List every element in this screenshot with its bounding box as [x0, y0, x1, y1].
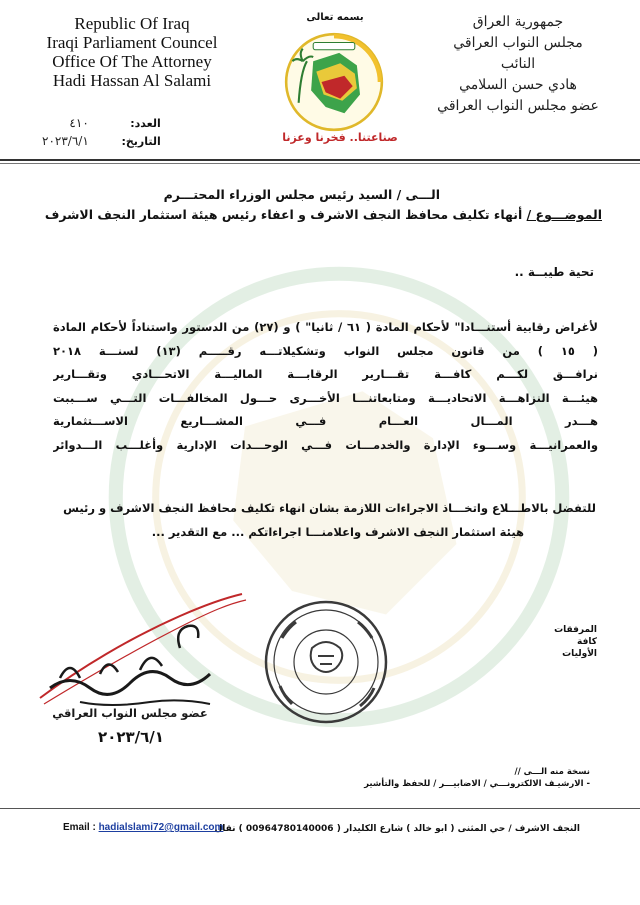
parliament-logo [282, 30, 386, 134]
attachments-value: كافة الأوليات [562, 637, 597, 659]
arabic-line: عضو مجلس النواب العراقي [437, 98, 599, 114]
email-label: Email : [63, 822, 96, 833]
request-paragraph [36, 496, 596, 544]
body-line: هـــدر المـــال العـــام فـــي المشـــاريع الاســـتثمارية [53, 414, 598, 428]
number-label: العدد: [130, 116, 161, 130]
body-line: نرافـــق لكـــم كافـــة تقـــارير الرقابـــة الماليـــة الاتحـــادي وتقـــارير [53, 367, 598, 381]
english-line: Office Of The Attorney [52, 52, 212, 71]
number-value: ٤١٠ [69, 116, 89, 130]
english-letterhead [32, 14, 232, 90]
english-line: Iraqi Parliament Councel [46, 33, 218, 52]
attachments-note [541, 624, 597, 660]
attachments-label: المرفقات [554, 625, 597, 635]
header-divider [0, 159, 640, 161]
signature-title: عضو مجلس النواب العراقي [52, 706, 208, 720]
email-link[interactable]: hadialslami72@gmail.com [98, 822, 224, 833]
arabic-line: هادي حسن السلامي [459, 77, 577, 93]
subject-text: أنهاء تكليف محافظ النجف الاشرف و اعفاء رئيس هيئة استثمار النجف الاشرف [44, 207, 523, 222]
body-line: ( ١٥ ) من قانون مجلس النواب وتشكيلاتـــه رقـــــم (١٣) لسنـــة ٢٠١٨ [53, 343, 598, 358]
subject-label: الموضـــوع / [526, 207, 602, 222]
date-value: ٢٠٢٣/٦/١ [42, 134, 89, 148]
slogan: صناعتنا.. فخرنا وعزنا [282, 131, 398, 144]
official-round-stamp [262, 598, 390, 726]
footer-address: النجف الاشرف / حي المثنى ( ابو خالد ) شارع الكليدار ( 00964780140006 ) نقال [214, 824, 580, 834]
letter-body [53, 316, 598, 457]
body-line: لأغراض رقابية أستنـــادا" لأحكام المادة ( ٦١ / ثانيا" ) و (٢٧) من الدستور واستناداً لأحكام المادة [53, 320, 598, 334]
copies-label: نسخة منه الـــى // [514, 767, 590, 777]
footer-divider [0, 808, 640, 809]
english-line: Republic Of Iraq [74, 14, 190, 33]
body-line: والعمرانيـــة وســـوء الإدارة والخدمـــات فـــي الوحـــدات الإدارية وأغلـــب الـــدوائر [53, 437, 598, 452]
addressee: الـــى / السيد رئيس مجلس الوزراء المحتـــرم [163, 187, 440, 202]
basmala: بسمه تعالى [306, 12, 364, 23]
request-line: للتفضل بالاطـــلاع واتخـــاذ الاجراءات اللازمة بشان انهاء تكليف محافظ النجف الاشرف و رئيس [63, 501, 596, 515]
english-line: Hadi Hassan Al Salami [52, 71, 212, 90]
arabic-line: النائب [500, 56, 536, 72]
arabic-letterhead [418, 12, 618, 117]
greeting: تحية طيبــة .. [514, 265, 594, 279]
copies-value: - الارشيـف الالكترونـــي / الاضابيـــر / للحفظ والتأشير [364, 779, 590, 789]
date-label: التاريخ: [121, 134, 161, 148]
body-line: هيئـــة النزاهـــة الاتحاديـــة ومتابعاتنـــا الأخـــرى حـــول المخالفـــات التـــي ســـببت [53, 390, 598, 405]
signature-date: ٢٠٢٣/٦/١ [98, 728, 164, 746]
copies-note [364, 766, 590, 790]
footer-email-block [63, 822, 223, 833]
request-line: هيئة استثمار النجف الاشرف واعلامنـــا اجراءاتكم ... مع التقدير ... [151, 525, 524, 539]
header-divider-thin [0, 163, 640, 164]
subject-line [45, 207, 602, 222]
arabic-line: جمهورية العراق [472, 14, 564, 30]
arabic-line: مجلس النواب العراقي [453, 35, 583, 51]
reference-block [42, 114, 161, 150]
